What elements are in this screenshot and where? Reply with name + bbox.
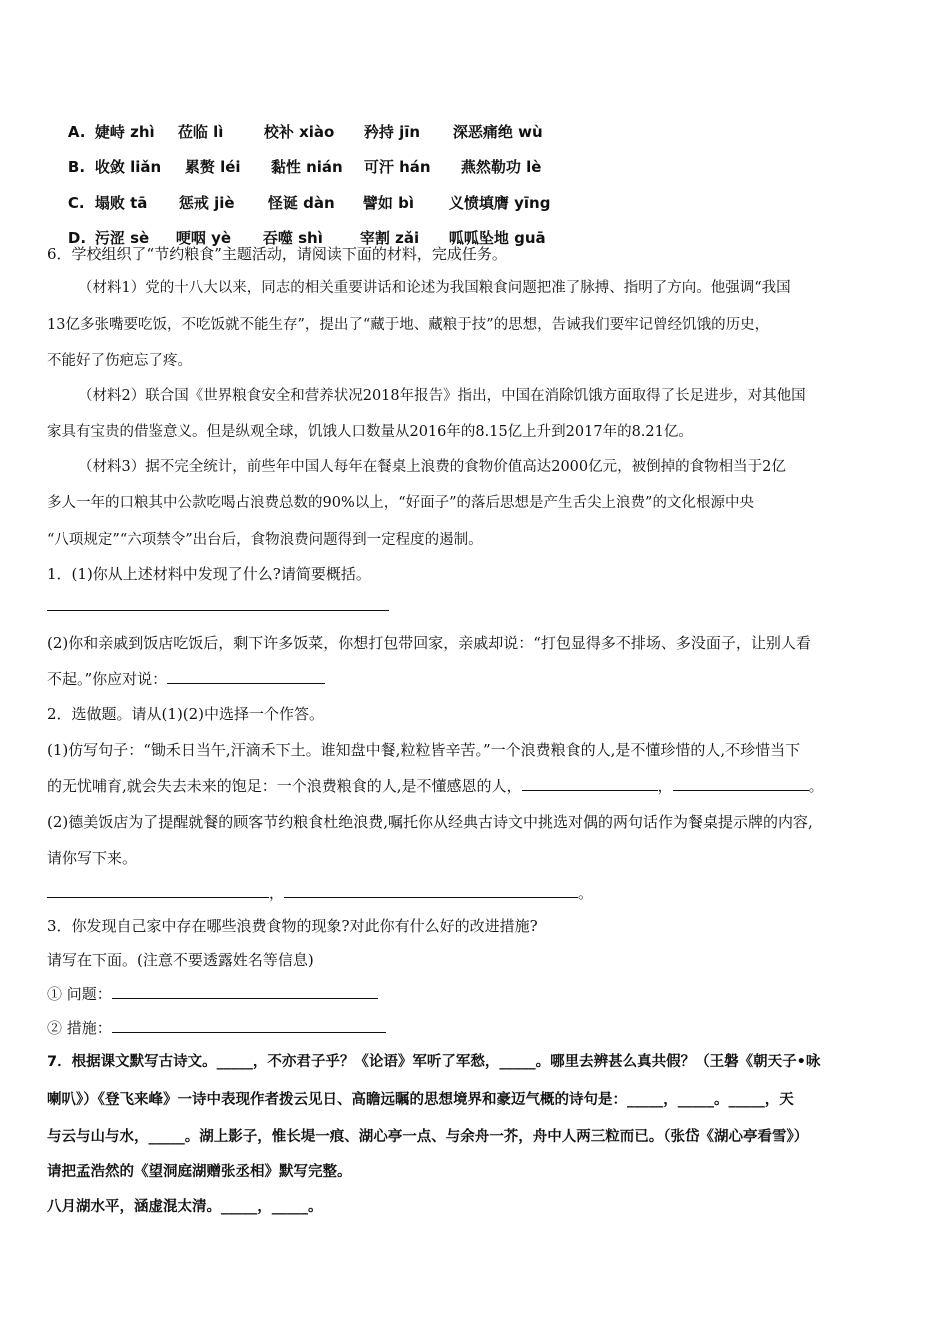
option-letter: C. xyxy=(67,194,85,212)
q6-stem: 6．学校组织了“节约粮食”主题活动，请阅读下面的材料，完成任务。 xyxy=(47,245,507,263)
material-3-line: （材料3）据不完全统计，前些年中国人每年在餐桌上浪费的食物价值高达2000亿元，被倒掉的食物相当于2亿 xyxy=(78,459,786,475)
answer-blank[interactable] xyxy=(47,596,389,611)
option-item: 怪诞 dàn xyxy=(267,194,335,212)
period: 。 xyxy=(808,777,824,795)
option-item: 累赘 léi xyxy=(184,158,241,176)
q6-sub2-2-cont: 请你写下来。 xyxy=(47,849,138,867)
prompt-text: 不起。”你应对说： xyxy=(47,670,168,688)
q6-sub1: 1．(1)你从上述材料中发现了什么?请简要概括。 xyxy=(47,565,371,583)
option-item: 收敛 liǎn xyxy=(94,158,162,176)
answer-blank[interactable] xyxy=(284,883,578,898)
material-1-line: （材料1）党的十八大以来，同志的相关重要讲话和论述为我国粮食问题把准了脉搏、指明了方向。他强调“我国 xyxy=(78,280,791,296)
option-item: 呱呱坠地 guā xyxy=(448,229,546,247)
answer-blank[interactable] xyxy=(112,984,378,999)
option-item: 深恶痛绝 wù xyxy=(452,123,543,141)
option-letter: A. xyxy=(67,123,86,141)
option-item: 哽咽 yè xyxy=(175,229,232,247)
material-2-line: 家具有宝贵的借鉴意义。但是纵观全球，饥饿人口数量从2016年的8.15亿上升到2017年的8.21亿。 xyxy=(47,424,693,440)
q6-sub1-2: (2)你和亲戚到饭店吃饭后，剩下许多饭菜，你想打包带回家，亲戚却说：“打包显得多不排场、多没面子，让别人看 xyxy=(47,634,811,652)
q6-sub2-2: (2)德美饭店为了提醒就餐的顾客节约粮食杜绝浪费,嘱托你从经典古诗文中挑选对偶的两句话作为餐桌提示牌的内容, xyxy=(47,813,813,831)
period: 。 xyxy=(578,884,594,902)
q6-sub3-note: 请写在下面。(注意不要透露姓名等信息) xyxy=(47,951,314,969)
option-item: 义愤填膺 yīng xyxy=(448,194,551,212)
q6-sub2-1-cont xyxy=(47,776,824,796)
option-item: 宰割 zǎi xyxy=(359,229,420,247)
material-2-line: （材料2）联合国《世界粮食安全和营养状况2018年报告》指出，中国在消除饥饿方面取得了长足进步，对其他国 xyxy=(78,388,806,404)
material-1-line: 不能好了伤疤忘了疼。 xyxy=(47,353,192,369)
option-item: 黏性 nián xyxy=(270,158,343,176)
prompt-text: 的无忧哺育,就会失去未来的饱足：一个浪费粮食的人,是不懂感恩的人， xyxy=(47,777,522,795)
option-item: 婕峙 zhì xyxy=(94,123,155,141)
answer-blank[interactable] xyxy=(673,776,809,791)
comma: ， xyxy=(269,884,285,902)
q6-sub3: 3．你发现自己家中存在哪些浪费食物的现象?对此你有什么好的改进措施? xyxy=(47,917,538,935)
material-3-line: 多人一年的口粮其中公款吃喝占浪费总数的90%以上，“好面子”的落后思想是产生舌尖上浪费”的文化根源中央 xyxy=(47,495,754,511)
q7-line: 7．根据课文默写古诗文。_____，不亦君子乎？《论语》军听了军愁，_____。哪里去辨甚么真共假？（王磐《朝天子•咏 xyxy=(47,1054,821,1070)
option-item: 污涩 sè xyxy=(94,229,150,247)
problem-label: ① 问题： xyxy=(47,985,112,1003)
material-3-line: “八项规定”“六项禁令”出台后，食物浪费问题得到一定程度的遏制。 xyxy=(47,532,483,548)
option-item: 塌败 tā xyxy=(94,194,148,212)
option-letter: D. xyxy=(67,229,87,247)
q7-line: 与云与山与水，_____。湖上影子，惟长堤一痕、湖心亭一点、与余舟一芥，舟中人两三粒而已。（张岱《湖心亭看雪》） xyxy=(47,1129,809,1145)
measure-row xyxy=(47,1018,386,1038)
q6-sub1-2-cont xyxy=(47,669,325,689)
material-1-line: 13亿多张嘴要吃饭，不吃饭就不能生存”，提出了“藏于地、藏粮于技”的思想，告诫我们要牢记曾经饥饿的历史， xyxy=(47,317,770,333)
answer-blank[interactable] xyxy=(112,1018,386,1033)
comma: ， xyxy=(657,777,673,795)
q6-sub2-2-answer xyxy=(47,883,593,903)
option-item: 莅临 lì xyxy=(177,123,224,141)
option-item: 可汗 hán xyxy=(363,158,431,176)
measure-label: ② 措施： xyxy=(47,1019,112,1037)
option-item: 吞噬 shì xyxy=(262,229,323,247)
q6-sub2-1: (1)仿写句子：“锄禾日当午,汗滴禾下土。谁知盘中餐,粒粒皆辛苦。”一个浪费粮食的人,是不懂珍惜的人,不珍惜当下 xyxy=(47,741,801,759)
problem-row xyxy=(47,984,378,1004)
q6-sub2: 2．选做题。请从(1)(2)中选择一个作答。 xyxy=(47,705,325,723)
option-item: 惩戒 jiè xyxy=(178,194,235,212)
option-item: 矜持 jīn xyxy=(363,123,421,141)
q7-line: 喇叭》）《登飞来峰》一诗中表现作者拨云见日、高瞻远瞩的思想境界和豪迈气概的诗句是：_____，_____。_____，天 xyxy=(47,1092,794,1108)
answer-line[interactable] xyxy=(47,596,389,616)
option-letter: B. xyxy=(67,158,86,176)
option-item: 校补 xiào xyxy=(263,123,335,141)
answer-blank[interactable] xyxy=(47,883,269,898)
q7-line: 请把孟浩然的《望洞庭湖赠张丞相》默写完整。 xyxy=(47,1164,352,1180)
q7-line: 八月湖水平，涵虚混太清。_____，_____。 xyxy=(47,1199,323,1215)
answer-blank[interactable] xyxy=(522,776,658,791)
option-item: 燕然勒功 lè xyxy=(460,158,542,176)
answer-blank[interactable] xyxy=(167,669,325,684)
option-item: 譬如 bì xyxy=(362,194,414,212)
